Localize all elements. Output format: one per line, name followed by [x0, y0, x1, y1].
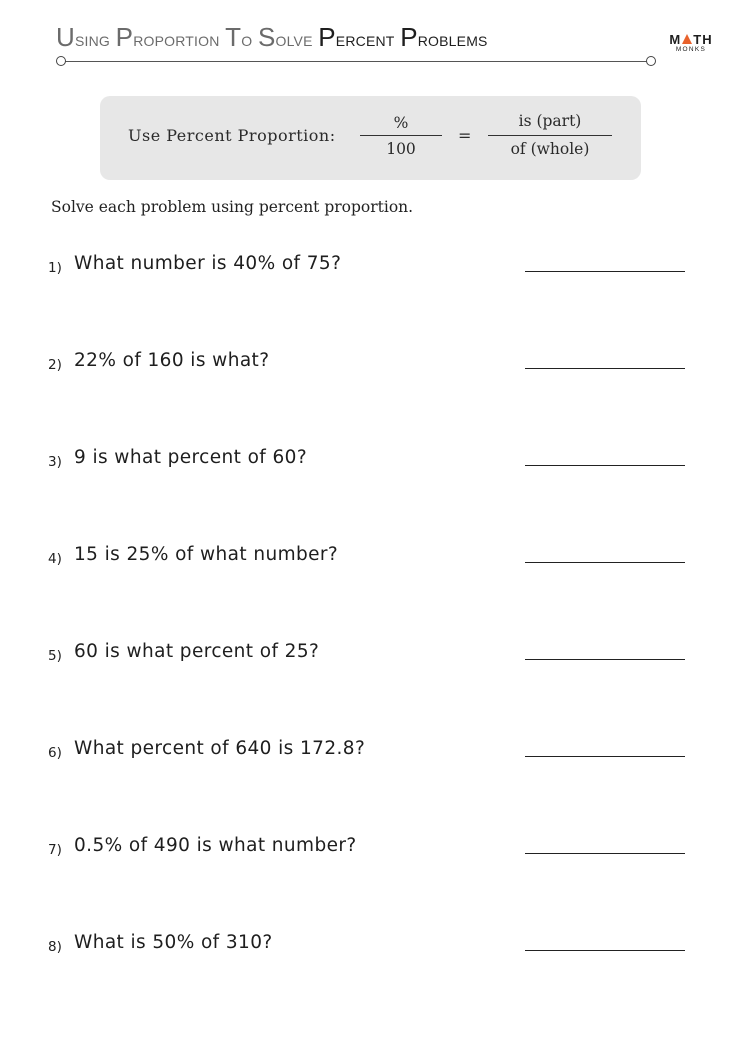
problem-item — [48, 544, 698, 574]
problem-item — [48, 447, 698, 477]
underline-left-dot — [56, 56, 66, 66]
left-fraction — [360, 111, 442, 162]
answer-line[interactable] — [525, 853, 685, 854]
logo-triangle-icon — [682, 34, 692, 44]
problem-item — [48, 253, 698, 283]
title-part-1: Using Proportion To Solve — [56, 22, 313, 52]
problem-text: 22% of 160 is what? — [74, 350, 270, 371]
problem-item — [48, 835, 698, 865]
problem-text: 15 is 25% of what number? — [74, 544, 339, 565]
problem-number: 4) — [48, 551, 62, 567]
problem-text: What percent of 640 is 172.8? — [74, 738, 366, 759]
title-part-2: Percent Problems — [318, 22, 488, 52]
equals-sign: = — [458, 126, 472, 145]
problem-item — [48, 350, 698, 380]
left-denominator: 100 — [386, 140, 416, 158]
logo-subtitle: MONKS — [675, 46, 707, 53]
problem-item — [48, 932, 698, 962]
problem-item — [48, 738, 698, 768]
right-denominator: of (whole) — [510, 140, 590, 158]
title-underline — [62, 61, 652, 62]
math-monks-logo — [666, 33, 716, 54]
underline-right-dot — [646, 56, 656, 66]
problem-text: 9 is what percent of 60? — [74, 447, 308, 468]
formula-label: Use Percent Proportion: — [128, 126, 336, 145]
answer-line[interactable] — [525, 756, 685, 757]
logo-letter-m: M — [669, 32, 682, 47]
problem-text: What number is 40% of 75? — [74, 253, 342, 274]
answer-line[interactable] — [525, 465, 685, 466]
worksheet-title — [56, 22, 488, 55]
problem-number: 5) — [48, 648, 62, 664]
problem-number: 8) — [48, 939, 62, 955]
problem-text: 60 is what percent of 25? — [74, 641, 320, 662]
problem-number: 6) — [48, 745, 62, 761]
problem-number: 1) — [48, 260, 62, 276]
answer-line[interactable] — [525, 659, 685, 660]
right-fraction — [488, 108, 612, 162]
problem-item — [48, 641, 698, 671]
problem-number: 3) — [48, 454, 62, 470]
instructions: Solve each problem using percent proportion. — [51, 198, 414, 216]
answer-line[interactable] — [525, 950, 685, 951]
right-numerator: is (part) — [518, 112, 582, 130]
answer-line[interactable] — [525, 368, 685, 369]
problem-text: What is 50% of 310? — [74, 932, 273, 953]
problem-number: 2) — [48, 357, 62, 373]
left-numerator: % — [393, 114, 409, 132]
answer-line[interactable] — [525, 271, 685, 272]
problem-text: 0.5% of 490 is what number? — [74, 835, 357, 856]
answer-line[interactable] — [525, 562, 685, 563]
logo-letters-th: TH — [693, 32, 713, 47]
problem-number: 7) — [48, 842, 62, 858]
percent-proportion-box — [100, 96, 641, 180]
